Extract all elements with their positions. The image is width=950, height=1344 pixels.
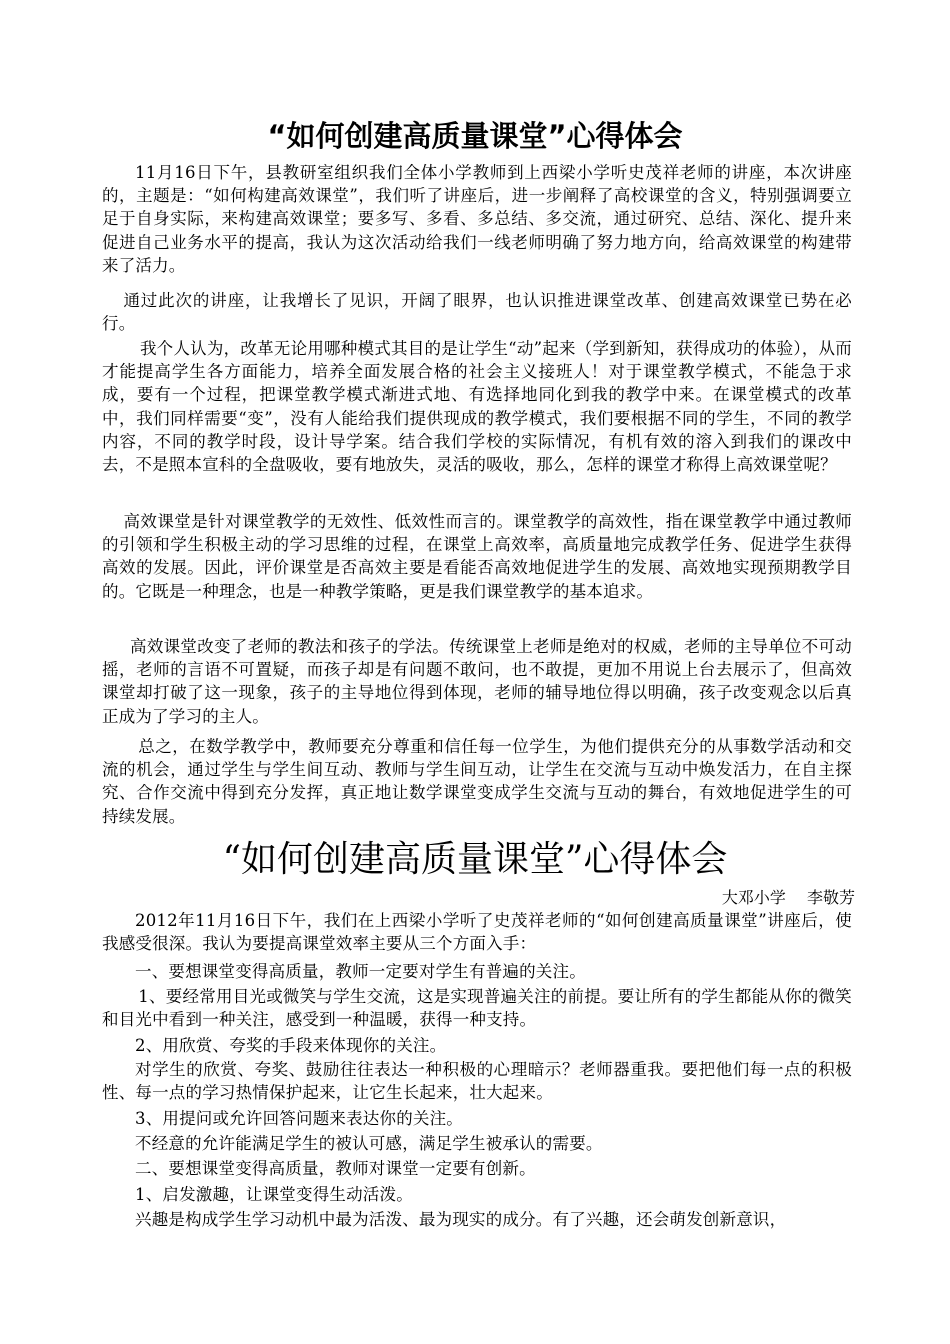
paragraph: 对学生的欣赏、夸奖、鼓励往往表达一种积极的心理暗示？老师器重我。要把他们每一点的积极性、每一点的学习热情保护起来，让它生长起来，壮大起来。 [102,1060,852,1103]
paragraph: 高效课堂改变了老师的教法和孩子的学法。传统课堂上老师是绝对的权威，老师的主导单位不可动摇，老师的言语不可置疑，而孩子却是有问题不敢问，也不敢提，更加不用说上台去展示了，但高效课堂却打破了这一现象，孩子的主导地位得到体现，老师的辅导地位得以明确，孩子改变观念以后真正成为了学习的主人。 [102,637,852,726]
list-item: 2、用欣赏、夸奖的手段来体现你的关注。 [135,1036,447,1055]
list-item: 3、用提问或允许回答问题来表达你的关注。 [135,1109,463,1128]
document-title: “如何创建高质量课堂”心得体会 [267,119,683,153]
section-heading: 一、要想课堂变得高质量，教师一定要对学生有普遍的关注。 [135,962,586,981]
section-heading: 二、要想课堂变得高质量，教师对课堂一定要有创新。 [135,1159,536,1178]
paragraph: 11月16日下午，县教研室组织我们全体小学教师到上西梁小学听史茂祥老师的讲座，本次讲座的，主题是：“如何构建高效课堂”，我们听了讲座后，进一步阐释了高校课堂的含义，特别强调要立足于自身实际，来构建高效课堂；要多写、多看、多总结、多交流，通过研究、总结、深化、提升来促进自己业务水平的提高，我认为这次活动给我们一线老师明确了努力地方向，给高效课堂的构建带来了活力。 [102,163,852,275]
paragraph: 我个人认为，改革无论用哪种模式其目的是让学生“动”起来（学到新知，获得成功的体验），从而才能提高学生各方面能力，培养全面发展合格的社会主义接班人！对于课堂教学模式，不能急于求成，要有一个过程，把课堂教学模式渐进式地、有选择地同化到我的教学中来。在课堂模式的改革中，我们同样需要“变”，没有人能给我们提供现成的教学模式，我们要根据不同的学生，不同的教学内容，不同的教学时段，设计导学案。结合我们学校的实际情况，有机有效的溶入到我们的课改中去，不是照本宣科的全盘吸收，要有地放失，灵活的吸收，那么，怎样的课堂才称得上高效课堂呢？ [102,339,852,475]
paragraph: 通过此次的讲座，让我增长了见识，开阔了眼界，也认识推进课堂改革、创建高效课堂已势在必行。 [102,291,852,334]
paragraph: 不经意的允许能满足学生的被认可感，满足学生被承认的需要。 [135,1134,603,1153]
paragraph: 总之，在数学教学中，教师要充分尊重和信任每一位学生，为他们提供充分的从事数学活动和交流的机会，通过学生与学生间互动、教师与学生间互动，让学生在交流与互动中焕发活力，在自主探究、合作交流中得到充分发挥，真正地让数学课堂变成学生交流与互动的舞台，有效地促进学生的可持续发展。 [102,737,852,826]
paragraph: 1、要经常用目光或微笑与学生交流，这是实现普遍关注的前提。要让所有的学生都能从你的微笑和目光中看到一种关注，感受到一种温暖，获得一种支持。 [102,987,852,1030]
list-item: 1、启发激趣，让课堂变得生动活泼。 [135,1185,413,1204]
paragraph: 高效课堂是针对课堂教学的无效性、低效性而言的。课堂教学的高效性，指在课堂教学中通过教师的引领和学生积极主动的学习思维的过程，在课堂上高效率，高质量地完成教学任务、促进学生获得高效的发展。因此，评价课堂是否高效主要是看能否高效地促进学生的发展、高效地实现预期教学目的。它既是一种理念，也是一种教学策略，更是我们课堂教学的基本追求。 [102,512,852,601]
paragraph: 兴趣是构成学生学习动机中最为活泼、最为现实的成分。有了兴趣，还会萌发创新意识， [135,1210,787,1229]
second-document-title: “如何创建高质量课堂”心得体会 [222,839,728,880]
paragraph: 2012年11月16日下午，我们在上西梁小学听了史茂祥老师的“如何创建高质量课堂”讲座后，使我感受很深。我认为要提高课堂效率主要从三个方面入手： [102,911,852,954]
author-byline: 大邓小学 李敬芳 [721,888,855,907]
